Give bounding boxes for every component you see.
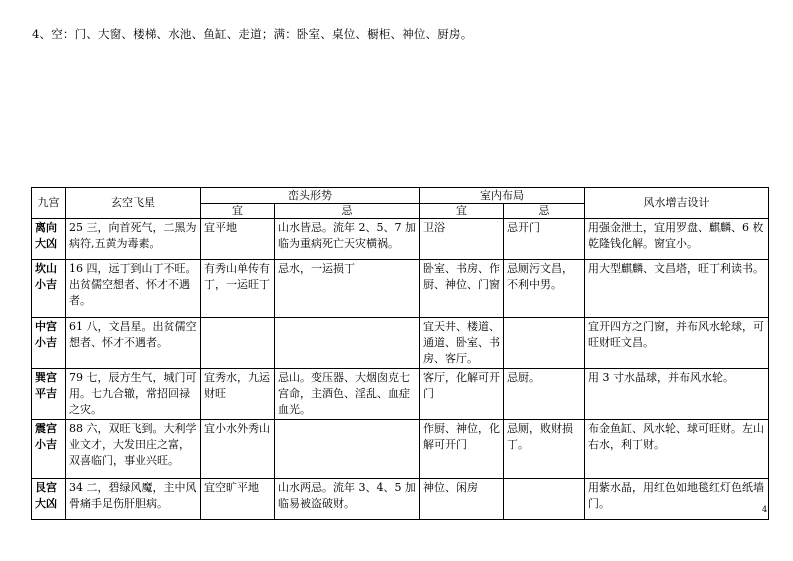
- indoor-avoid-cell: [504, 479, 585, 520]
- indoor-avoid-cell: 忌厕，败财损丁。: [504, 420, 585, 479]
- terrain-suitable-cell: 宜平地: [201, 219, 275, 260]
- table-row: [32, 420, 769, 479]
- terrain-avoid-cell: [275, 318, 420, 369]
- table-row: [32, 260, 769, 318]
- terrain-avoid-cell: 山水皆忌。流年 2、5、7 加临为重病死亡天灾横祸。: [275, 219, 420, 260]
- header-indoor: 室内布局: [420, 188, 585, 204]
- star-cell: 79 七，辰方生气，城门可用。七九合辙，常招回禄之灾。: [66, 369, 201, 420]
- palace-cell: 中宫小吉: [32, 318, 66, 369]
- indoor-suitable-cell: 作厨、神位，化解可开门: [420, 420, 504, 479]
- star-cell: 34 二，碧绿风魔，主中风骨痛手足伤肝胆病。: [66, 479, 201, 520]
- indoor-suitable-cell: 客厅，化解可开门: [420, 369, 504, 420]
- terrain-suitable-cell: [201, 318, 275, 369]
- indoor-suitable-cell: 卫浴: [420, 219, 504, 260]
- indoor-avoid-cell: 忌厕污文昌，不利中男。: [504, 260, 585, 318]
- design-cell: 宜开四方之门窗，并布风水轮球，可旺财旺文昌。: [585, 318, 769, 369]
- design-cell: 用大型麒麟、文昌塔，旺丁利读书。: [585, 260, 769, 318]
- header-palace: 九宫: [32, 188, 66, 219]
- indoor-avoid-cell: 忌厨。: [504, 369, 585, 420]
- star-cell: 16 四，远丁到山丁不旺。出贫儒空想者、怀才不遇者。: [66, 260, 201, 318]
- star-cell: 88 六，双旺飞到。大利学业文才，大发田庄之富，双喜临门，事业兴旺。: [66, 420, 201, 479]
- design-cell: 用强金泄土，宜用罗盘、麒麟、6 枚乾隆钱化解。窗宜小。: [585, 219, 769, 260]
- indoor-suitable-cell: 神位、闲房: [420, 479, 504, 520]
- indoor-avoid-cell: [504, 318, 585, 369]
- header-terrain-suitable: 宜: [201, 204, 275, 219]
- palace-cell: 离向大凶: [32, 219, 66, 260]
- header-terrain: 峦头形势: [201, 188, 420, 204]
- header-terrain-avoid: 忌: [275, 204, 420, 219]
- star-cell: 25 三，向首死气，二黑为病符,五黄为毒素。: [66, 219, 201, 260]
- terrain-avoid-cell: 山水两忌。流年 3、4、5 加临易被盗破财。: [275, 479, 420, 520]
- table-row: [32, 219, 769, 260]
- design-cell: 布金鱼缸、风水轮、球可旺财。左山右水，利丁财。: [585, 420, 769, 479]
- indoor-suitable-cell: 宜天井、楼道、通道、卧室、书房、客厅。: [420, 318, 504, 369]
- terrain-suitable-cell: 宜小水外秀山: [201, 420, 275, 479]
- header-row-1: [32, 188, 769, 204]
- terrain-suitable-cell: 宜空旷平地: [201, 479, 275, 520]
- indoor-avoid-cell: 忌开门: [504, 219, 585, 260]
- palace-cell: 坎山小吉: [32, 260, 66, 318]
- indoor-suitable-cell: 卧室、书房、作厨、神位、门窗: [420, 260, 504, 318]
- intro-line: 4、空：门、大窗、楼梯、水池、鱼缸、走道；满：卧室、桌位、橱柜、神位、厨房。: [32, 27, 473, 41]
- header-design: 风水增吉设计: [585, 188, 769, 219]
- table-row: [32, 318, 769, 369]
- terrain-avoid-cell: [275, 420, 420, 479]
- feng-shui-table: [31, 187, 769, 520]
- terrain-avoid-cell: 忌山。变压器、大烟囱克七宫命，主酒色、淫乱、血症血光。: [275, 369, 420, 420]
- page-number: 4: [762, 505, 768, 514]
- palace-cell: 震宫小吉: [32, 420, 66, 479]
- header-star: 玄空飞星: [66, 188, 201, 219]
- palace-cell: 巽宫平吉: [32, 369, 66, 420]
- header-indoor-suitable: 宜: [420, 204, 504, 219]
- terrain-avoid-cell: 忌水，一运损丁: [275, 260, 420, 318]
- header-indoor-avoid: 忌: [504, 204, 585, 219]
- table-row: [32, 479, 769, 520]
- palace-cell: 艮宫大凶: [32, 479, 66, 520]
- design-cell: 用紫水晶，用红色如地毯红灯色纸墙门。: [585, 479, 769, 520]
- design-cell: 用 3 寸水晶球，并布风水轮。: [585, 369, 769, 420]
- terrain-suitable-cell: 宜秀水，九运财旺: [201, 369, 275, 420]
- table-row: [32, 369, 769, 420]
- terrain-suitable-cell: 有秀山单传有丁，一运旺丁: [201, 260, 275, 318]
- star-cell: 61 八，文昌星。出贫儒空想者、怀才不遇者。: [66, 318, 201, 369]
